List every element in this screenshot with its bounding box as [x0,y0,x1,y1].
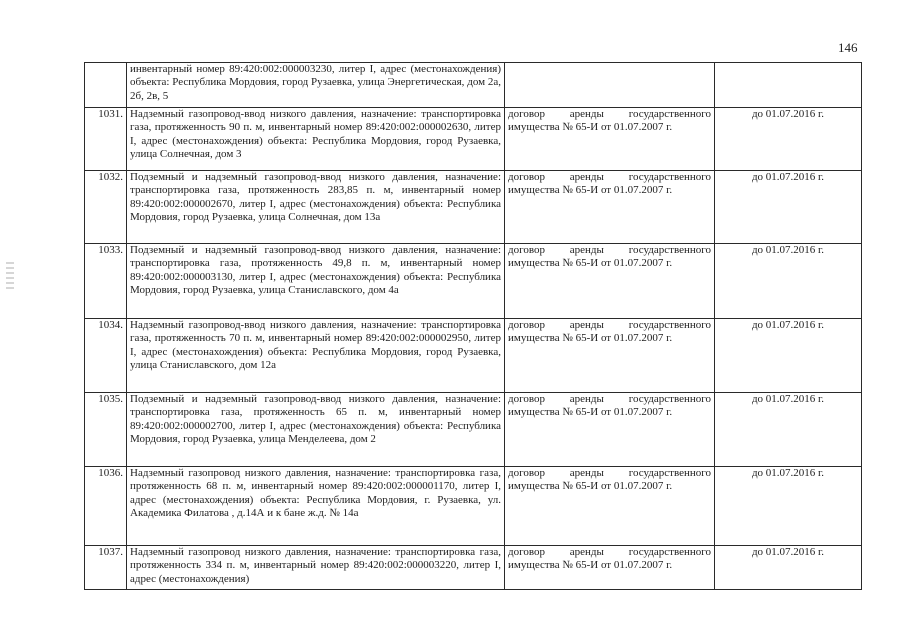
table-row [85,63,862,108]
row-number: 1036. [85,467,127,546]
object-description: Подземный и надземный газопровод-ввод низкого давления, назначение: транспортировка газа, протяженность 65 п. м, инвентарный номер 89:420:002:000002700, литер I, адрес (местонахождения) объекта: Республика Мордовия, город Рузаевка, улица Менделеева, дом 2 [127,393,505,467]
table-row [85,108,862,171]
term-date: до 01.07.2016 г. [715,171,862,244]
legal-basis: договор аренды государственного имущества № 65-И от 01.07.2007 г. [505,108,715,171]
row-number: 1031. [85,108,127,171]
term-date: до 01.07.2016 г. [715,546,862,590]
scan-artifact [6,262,14,292]
object-description: Подземный и надземный газопровод-ввод низкого давления, назначение: транспортировка газа, протяженность 283,85 п. м, инвентарный номер 89:420:002:000002670, литер I, адрес (местонахождения) объекта: Республика Мордовия, город Рузаевка, улица Солнечная, дом 13а [127,171,505,244]
legal-basis [505,63,715,108]
table-row [85,319,862,393]
row-number: 1037. [85,546,127,590]
legal-basis: договор аренды государственного имущества № 65-И от 01.07.2007 г. [505,393,715,467]
legal-basis: договор аренды государственного имущества № 65-И от 01.07.2007 г. [505,546,715,590]
object-description: Надземный газопровод-ввод низкого давления, назначение: транспортировка газа, протяженность 90 п. м, инвентарный номер 89:420:002:000002630, литер I, адрес (местонахождения) объекта: Республика Мордовия, город Рузаевка, улица Солнечная, дом 3 [127,108,505,171]
property-registry-table [84,62,862,590]
term-date: до 01.07.2016 г. [715,244,862,319]
table-row [85,244,862,319]
object-description: Надземный газопровод низкого давления, назначение: транспортировка газа, протяженность 68 п. м, инвентарный номер 89:420:002:000001170, литер I, адрес (местонахождения) объекта: Республика Мордовия, г. Рузаевка, ул. Академика Филатова , д.14А и к бане ж.д. № 14а [127,467,505,546]
object-description: Подземный и надземный газопровод-ввод низкого давления, назначение: транспортировка газа, протяженность 49,8 п. м, инвентарный номер 89:420:002:000003130, литер I, адрес (местонахождения) объекта: Республика Мордовия, город Рузаевка, улица Станиславского, дом 4а [127,244,505,319]
page-number: 146 [838,40,858,55]
row-number: 1032. [85,171,127,244]
row-number: 1033. [85,244,127,319]
term-date: до 01.07.2016 г. [715,108,862,171]
term-date: до 01.07.2016 г. [715,319,862,393]
legal-basis: договор аренды государственного имущества № 65-И от 01.07.2007 г. [505,244,715,319]
term-date: до 01.07.2016 г. [715,467,862,546]
row-number [85,63,127,108]
table-row [85,467,862,546]
table-row [85,393,862,467]
row-number: 1035. [85,393,127,467]
object-description: Надземный газопровод-ввод низкого давления, назначение: транспортировка газа, протяженность 70 п. м, инвентарный номер 89:420:002:000002950, литер I, адрес (местонахождения) объекта: Республика Мордовия, город Рузаевка, улица Станиславского, дом 12а [127,319,505,393]
object-description: инвентарный номер 89:420:002:000003230, литер I, адрес (местонахождения) объекта: Республика Мордовия, город Рузаевка, улица Энергетическая, дом 2а, 2б, 2в, 5 [127,63,505,108]
term-date [715,63,862,108]
table-row [85,171,862,244]
term-date: до 01.07.2016 г. [715,393,862,467]
legal-basis: договор аренды государственного имущества № 65-И от 01.07.2007 г. [505,467,715,546]
row-number: 1034. [85,319,127,393]
legal-basis: договор аренды государственного имущества № 65-И от 01.07.2007 г. [505,171,715,244]
legal-basis: договор аренды государственного имущества № 65-И от 01.07.2007 г. [505,319,715,393]
table-row [85,546,862,590]
object-description: Надземный газопровод низкого давления, назначение: транспортировка газа, протяженность 334 п. м, инвентарный номер 89:420:002:000003220, литер I, адрес (местонахождения) [127,546,505,590]
